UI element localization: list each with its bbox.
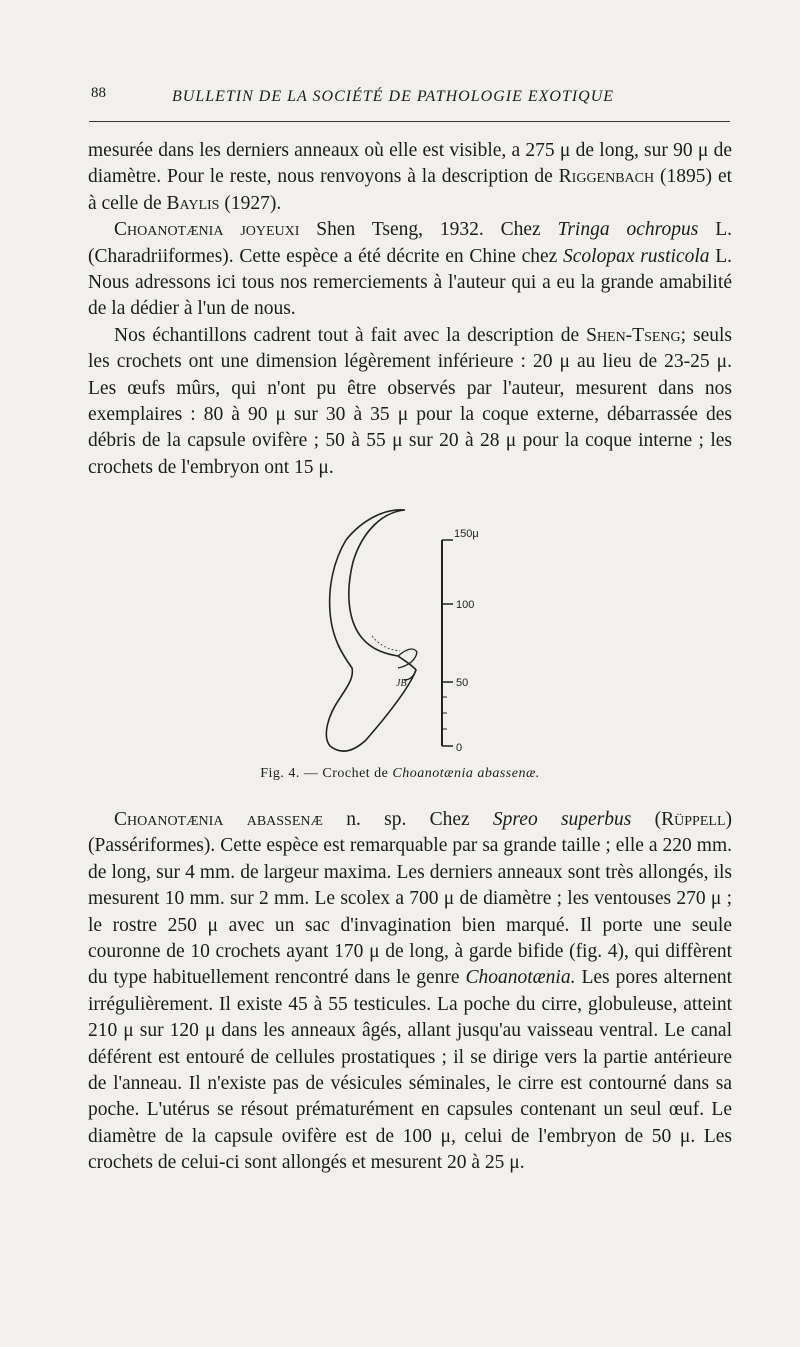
artist-initials: JB <box>396 678 407 689</box>
paragraph: Choanotænia abassenæ n. sp. Chez Spreo superbus (Rüppell) (Passériformes). Cette espèce est remarquable par sa grande taille ; elle a 220 mm. de long, sur 4 mm. de largeur maxima. Les derniers anneaux sont très allongés, ils mesurent 10 mm. sur 2 mm. Le scolex a 700 μ de diamètre ; les ventouses 270 μ ; le rostre 250 μ avec un sac d'invagination bien marqué. Il porte une seule couronne de 10 crochets ayant 170 μ de long, à garde bifide (fig. 4), qui diffèrent du type habituellement rencontré dans le genre Choanotænia. Les pores alternent irrégulièrement. Il existe 45 à 55 testicules. La poche du cirre, globuleuse, atteint 210 μ sur 120 μ dans les anneaux âgés, allant jusqu'au vaisseau ventral. Le canal déférent est entouré de cellules prostatiques ; il se dirige vers la partie antérieure de l'anneau. Il n'existe pas de vésicules séminales, le cirre est contourné dans sa poche. L'utérus se résout prématurément en capsules contenant un seul œuf. Le diamètre de la capsule ovifère est de 100 μ, celui de l'embryon de 50 μ. Les crochets de celui-ci sont allongés et mesurent 20 à 25 μ. <box>88 809 733 1174</box>
paragraph: Nos échantillons cadrent tout à fait avec la description de Shen-Tseng; seuls les crochets ont une dimension légèrement inférieure : 20 μ au lieu de 23-25 μ. Les œufs mûrs, qui n'ont pu être observés par l'auteur, mesurent dans nos exemplaires : 80 à 90 μ sur 30 à 35 μ pour la coque externe, débarrassée des débris de la capsule ovifère ; 50 à 55 μ sur 20 à 28 μ pour la coque interne ; les crochets de l'embryon ont 15 μ. <box>88 324 732 478</box>
paragraph: mesurée dans les derniers anneaux où elle est visible, a 275 μ de long, sur 90 μ de diamètre. Pour le reste, nous renvoyons à la description de Riggenbach (1895) et à celle de Baylis (1927). <box>88 140 733 214</box>
header-rule <box>89 121 730 122</box>
figure-caption: Fig. 4. — Crochet de Choanotænia abassenæ. <box>260 766 540 781</box>
scale-label-150: 150μ <box>454 528 479 540</box>
scale-label-0: 0 <box>456 742 463 754</box>
hook-outline <box>326 510 416 751</box>
body-text-bottom <box>88 807 732 1177</box>
running-head: BULLETIN DE LA SOCIÉTÉ DE PATHOLOGIE EXOTIQUE <box>172 88 615 105</box>
scale-label-100: 100 <box>456 599 475 611</box>
paragraph: Choanotænia joyeuxi Shen Tseng, 1932. Chez Tringa ochropus L. (Charadriiformes). Cette espèce a été décrite en Chine chez Scolopax rusticola L. Nous adressons ici tous nos remerciements à l'auteur qui a eu la grande amabilité de la dédier à l'un de nous. <box>88 219 733 320</box>
page-number: 88 <box>91 85 106 101</box>
scale-label-50: 50 <box>456 677 469 689</box>
hook-figure <box>300 500 530 760</box>
body-text-top <box>88 138 732 481</box>
